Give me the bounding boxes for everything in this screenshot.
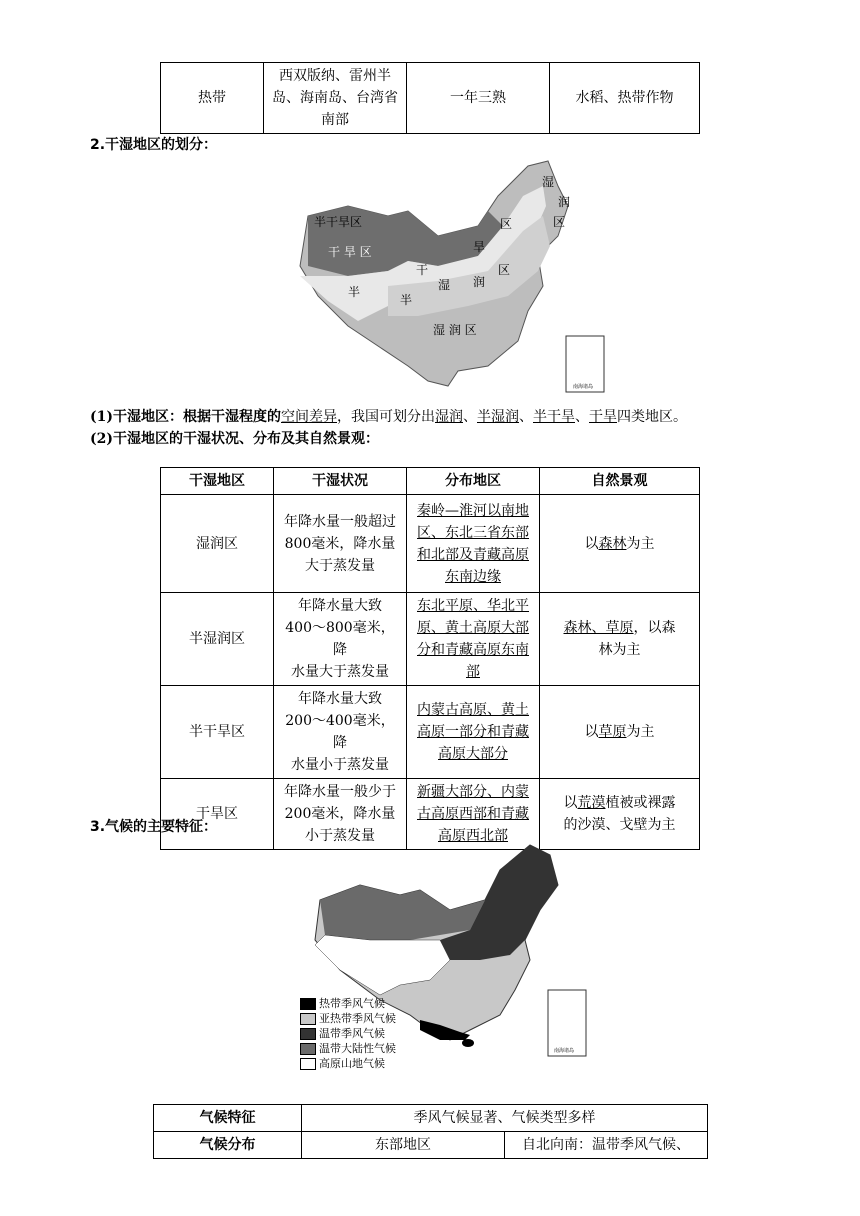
header-cell: 干湿地区 <box>161 468 274 495</box>
distribution-line: 部 <box>466 664 480 680</box>
inset-box <box>548 990 586 1056</box>
distribution-cell <box>407 779 540 850</box>
status-line: 年降水量一般超过 <box>284 513 396 530</box>
label-semi-humid-2: 旱 <box>473 240 486 254</box>
distribution-line: 分和青藏高原东南 <box>417 642 529 658</box>
label-gan: 干 <box>416 263 429 277</box>
label-semi-humid-3: 区 <box>498 263 511 277</box>
crops-cell: 水稻、热带作物 <box>550 63 700 134</box>
distribution-line: 高原西北部 <box>438 828 508 844</box>
row-value: 自北向南：温带季风气候、 <box>505 1132 708 1159</box>
landscape-key: 草原 <box>598 724 627 740</box>
status-line: 水量小于蒸发量 <box>291 757 389 773</box>
landscape-text: 以 <box>584 724 599 740</box>
climate-legend <box>300 996 396 1071</box>
areas-line: 岛、海南岛、台湾省 <box>272 90 398 106</box>
label-semi-arid-top: 半干旱区 <box>314 215 363 229</box>
status-line: 大于蒸发量 <box>305 557 375 574</box>
landscape-cell <box>540 779 700 850</box>
region-cell: 干旱区 <box>161 779 274 850</box>
hainan-island <box>462 1039 474 1047</box>
distribution-line: 东北平原、华北平 <box>417 598 529 614</box>
legend-swatch <box>300 1058 316 1070</box>
table-row <box>161 495 700 593</box>
para1 <box>90 406 687 426</box>
distribution-line: 秦岭—淮河以南地 <box>417 502 529 519</box>
para1-u1: 空间差异 <box>281 409 337 425</box>
header-cell: 分布地区 <box>407 468 540 495</box>
region-cell: 湿润区 <box>161 495 274 593</box>
legend-swatch <box>300 998 316 1010</box>
distribution-line: 内蒙古高原、黄土 <box>417 702 529 718</box>
label-ban1: 半 <box>348 285 361 299</box>
landscape-cell <box>540 495 700 593</box>
section3-heading: 3.气候的主要特征： <box>90 819 218 835</box>
landscape-key: 森林、草原 <box>563 620 634 636</box>
temperate-monsoon-region <box>440 845 558 960</box>
landscape-text: 林为主 <box>598 642 641 658</box>
region-cell: 半湿润区 <box>161 593 274 686</box>
landscape-text: 植被或裸露 <box>605 795 676 811</box>
legend-label: 热带季风气候 <box>319 997 385 1010</box>
top-table <box>160 62 700 134</box>
landscape-text: 为主 <box>626 724 655 740</box>
legend-label: 亚热带季风气候 <box>319 1012 396 1025</box>
legend-label: 高原山地气候 <box>319 1057 385 1070</box>
landscape-cell <box>540 686 700 779</box>
legend-item <box>300 1056 396 1071</box>
inset-label: 南海诸岛 <box>573 384 594 390</box>
label-shi: 湿 <box>438 278 451 292</box>
legend-item <box>300 1011 396 1026</box>
dry-wet-map <box>288 156 608 396</box>
status-line: 年降水量大致 <box>298 598 382 614</box>
para1-prefix: (1)干湿地区：根据干湿程度的 <box>90 409 281 425</box>
distribution-line: 古高原西部和青藏 <box>417 806 529 822</box>
landscape-text: 的沙漠、戈壁为主 <box>563 817 676 833</box>
para1-u4: 半干旱 <box>533 409 575 425</box>
dry-wet-table <box>160 467 700 850</box>
distribution-line: 高原一部分和青藏 <box>417 724 529 740</box>
para1-mid: ，我国可划分出 <box>337 409 435 425</box>
status-cell <box>274 779 407 850</box>
header-cell: 干湿状况 <box>274 468 407 495</box>
header-cell: 自然景观 <box>540 468 700 495</box>
status-cell <box>274 686 407 779</box>
legend-item <box>300 1041 396 1056</box>
para1-u3: 半湿润 <box>477 409 519 425</box>
legend-swatch <box>300 1028 316 1040</box>
legend-item <box>300 1026 396 1041</box>
status-line: 年降水量一般少于 <box>284 784 396 800</box>
para1-suffix: 四类地区。 <box>617 409 687 425</box>
distribution-line: 东南边缘 <box>445 568 501 585</box>
label-arid: 干 旱 区 <box>328 245 372 259</box>
section2-heading: 2.干湿地区的划分： <box>90 137 218 153</box>
label-humid-ne-3: 区 <box>553 215 566 229</box>
status-line: 400～800毫米，降 <box>285 620 395 658</box>
row-value: 东部地区 <box>302 1132 505 1159</box>
table-row <box>161 593 700 686</box>
para2: (2)干湿地区的干湿状况、分布及其自然景观： <box>90 431 379 447</box>
table-row <box>161 779 700 850</box>
para1-sep: 、 <box>463 409 477 425</box>
areas-cell <box>264 63 407 134</box>
region-cell: 半干旱区 <box>161 686 274 779</box>
areas-line: 西双版纳、雷州半 <box>279 68 391 84</box>
para1-u5: 干旱 <box>589 409 617 425</box>
distribution-cell <box>407 495 540 593</box>
para1-sep: 、 <box>519 409 533 425</box>
row-value: 季风气候显著、气候类型多样 <box>302 1105 708 1132</box>
distribution-line: 新疆大部分、内蒙 <box>417 784 529 800</box>
status-line: 800毫米，降水量 <box>284 535 396 552</box>
landscape-text: ，以森 <box>633 620 676 636</box>
areas-line: 南部 <box>321 112 349 128</box>
distribution-cell <box>407 686 540 779</box>
label-semi-humid-1: 区 <box>500 217 513 231</box>
distribution-cell <box>407 593 540 686</box>
harvest-cell: 一年三熟 <box>407 63 550 134</box>
status-line: 年降水量大致 <box>298 691 382 707</box>
distribution-line: 原、黄土高原大部 <box>417 620 529 636</box>
row-label: 气候特征 <box>154 1105 302 1132</box>
table-row <box>161 686 700 779</box>
landscape-key: 森林 <box>598 535 627 552</box>
status-line: 水量大于蒸发量 <box>291 664 389 680</box>
legend-label: 温带大陆性气候 <box>319 1042 396 1055</box>
label-humid-south: 湿 润 区 <box>433 323 477 337</box>
label-humid-ne-2: 润 <box>558 195 571 209</box>
para1-sep: 、 <box>575 409 589 425</box>
row-label: 气候分布 <box>154 1132 302 1159</box>
status-cell <box>274 593 407 686</box>
distribution-line: 和北部及青藏高原 <box>417 546 529 563</box>
label-ban2: 半 <box>400 293 413 307</box>
landscape-text: 为主 <box>626 535 655 552</box>
status-cell <box>274 495 407 593</box>
legend-swatch <box>300 1013 316 1025</box>
para1-u2: 湿润 <box>435 409 463 425</box>
status-line: 200～400毫米，降 <box>285 713 395 751</box>
landscape-cell <box>540 593 700 686</box>
zone-cell: 热带 <box>161 63 264 134</box>
landscape-text: 以 <box>563 795 578 811</box>
distribution-line: 区、东北三省东部 <box>417 524 529 541</box>
label-humid-ne-1: 湿 <box>542 175 555 189</box>
inset-label: 南海诸岛 <box>554 1048 575 1054</box>
status-line: 200毫米，降水量 <box>284 806 396 822</box>
landscape-text: 以 <box>584 535 599 552</box>
legend-swatch <box>300 1043 316 1055</box>
label-semi-humid-4: 润 <box>473 275 486 289</box>
landscape-key: 荒漠 <box>577 795 606 811</box>
legend-label: 温带季风气候 <box>319 1027 385 1040</box>
climate-table <box>153 1104 708 1159</box>
status-line: 小于蒸发量 <box>305 828 375 844</box>
distribution-line: 高原大部分 <box>438 746 508 762</box>
legend-item <box>300 996 396 1011</box>
